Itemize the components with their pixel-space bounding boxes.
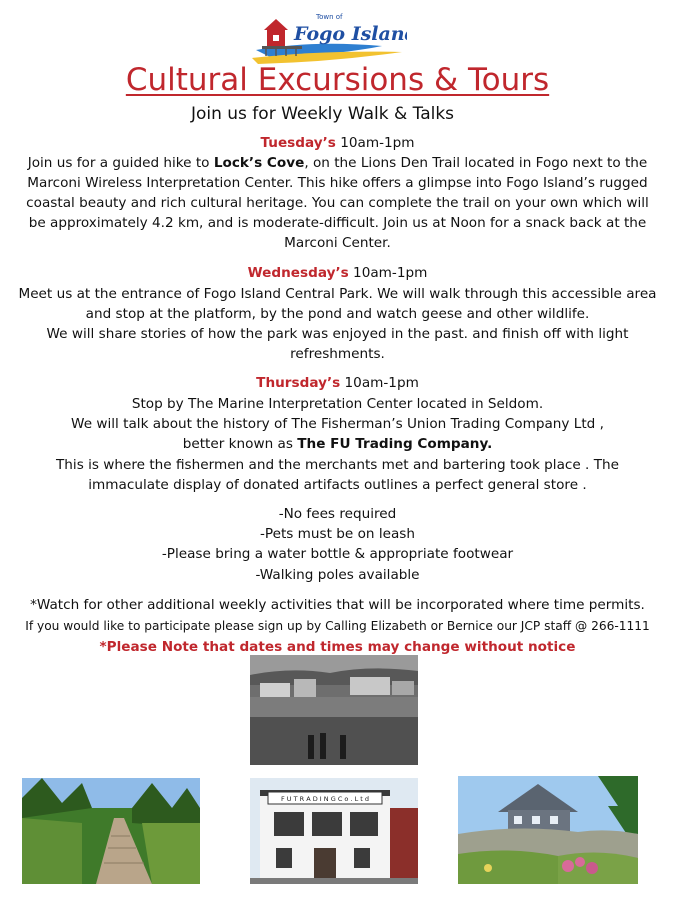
wednesday-line-3: We will share stories of how the park was enjoyed in the past. and finish off with light xyxy=(46,326,629,342)
tuesday-text: , on the Lions Den Trail located in Fogo next to the xyxy=(304,155,648,171)
tuesday-day: Tuesday’s xyxy=(260,135,336,151)
watch-note: *Watch for other additional weekly activities that will be incorporated where time permits. xyxy=(30,597,645,613)
note-walking-poles: -Walking poles available xyxy=(255,567,420,583)
wednesday-line-4: refreshments. xyxy=(290,346,385,362)
thursday-line-1: Stop by The Marine Interpretation Center located in Seldom. xyxy=(131,396,544,412)
change-notice: *Please Note that dates and times may change without notice xyxy=(99,639,576,655)
fu-trading-text: The FU Trading Company. xyxy=(297,436,493,452)
building-sign-text: F U T R A D I N G C o . L t d xyxy=(280,795,370,803)
fogo-island-logo xyxy=(252,10,407,66)
tuesday-time: 10am-1pm xyxy=(335,135,415,151)
note-pets: -Pets must be on leash xyxy=(259,526,416,542)
thursday-heading xyxy=(0,373,675,393)
logo-small-text: Town of xyxy=(316,13,343,21)
tuesday-heading xyxy=(0,133,675,153)
tuesday-text: Join us for a guided hike to xyxy=(27,155,214,171)
signup-note: If you would like to participate please sign up by Calling Elizabeth or Bernice our JCP staff @ 266-1111 xyxy=(25,619,650,633)
page-subtitle: Join us for Weekly Walk & Talks xyxy=(190,104,455,124)
thursday-line-3 xyxy=(0,434,675,454)
fu-trading-building-photo xyxy=(250,778,418,884)
wednesday-heading xyxy=(0,263,675,283)
tuesday-line-1 xyxy=(0,153,675,173)
tuesday-line-3: coastal beauty and rich cultural heritage. You can complete the trail on your own which will xyxy=(26,195,649,211)
thursday-day: Thursday’s xyxy=(256,375,341,391)
wednesday-day: Wednesday’s xyxy=(247,265,349,281)
thursday-time: 10am-1pm xyxy=(340,375,419,391)
tuesday-line-4: be approximately 4.2 km, and is moderate-difficult. Join us at Noon for a snack back at the xyxy=(28,215,647,231)
coastal-house-photo xyxy=(458,776,638,884)
wednesday-time: 10am-1pm xyxy=(348,265,428,281)
note-water-bottle: -Please bring a water bottle & appropriate footwear xyxy=(161,546,514,562)
thursday-text: better known as xyxy=(182,436,298,452)
locks-cove-text: Lock’s Cove xyxy=(213,155,305,171)
note-no-fees: -No fees required xyxy=(278,506,397,522)
tuesday-line-5: Marconi Center. xyxy=(284,235,391,251)
wednesday-line-1: Meet us at the entrance of Fogo Island Central Park. We will walk through this accessible area xyxy=(18,286,657,302)
page-title: Cultural Excursions & Tours xyxy=(125,62,550,98)
thursday-line-4: This is where the fishermen and the merchants met and bartering took place . The xyxy=(56,457,619,473)
trail-photo xyxy=(22,778,200,884)
thursday-line-2: We will talk about the history of The Fisherman’s Union Trading Company Ltd , xyxy=(71,416,604,432)
historic-photo xyxy=(250,655,418,765)
thursday-line-5: immaculate display of donated artifacts outlines a perfect general store . xyxy=(88,477,587,493)
wednesday-line-2: and stop at the platform, by the pond and watch geese and other wildlife. xyxy=(85,306,590,322)
logo-name: Fogo Island xyxy=(294,23,407,45)
tuesday-line-2: Marconi Wireless Interpretation Center. This hike offers a glimpse into Fogo Island’s rugged xyxy=(27,175,648,191)
